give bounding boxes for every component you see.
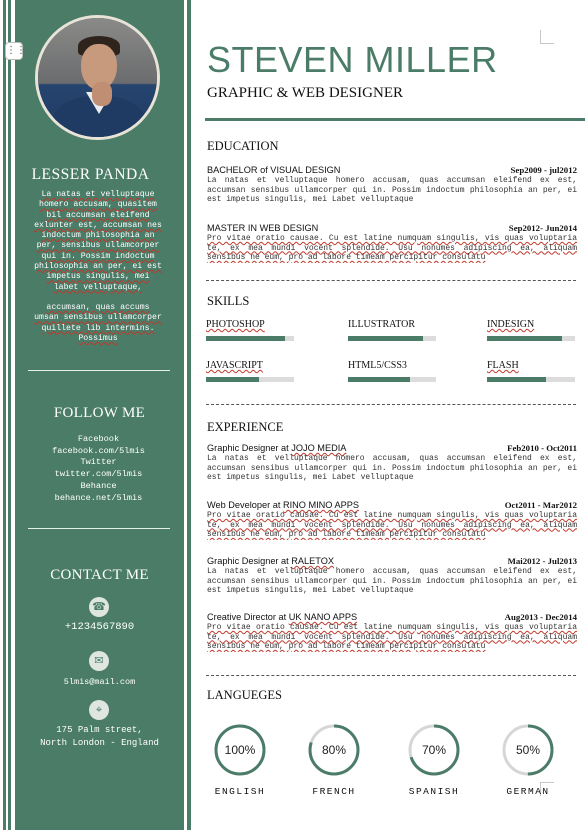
role-title [207,443,346,453]
behance-label: Behance [80,480,117,491]
language-percent: 100% [224,743,256,757]
twitter-label: Twitter [80,457,117,468]
skill-name: INDESIGN [487,319,535,330]
sidebar-stripe-left [3,0,6,830]
language-item [493,722,563,797]
job-title: GRAPHIC & WEB DESIGNER [207,85,403,101]
entry-description: Pro vitae oratio causae. Cu est latine numquam singulis, vis quas voluptaria te, ex mea mundi vocent splendide. Usu nonumes adipiscing ea, aliquam sensibus ne eum, pro ad labore timeam percipitur consulatu [207,234,577,262]
entry-date: Mai2012 - Jul2013 [507,556,577,566]
experience-entry [207,443,577,483]
corner-mark [540,30,554,44]
degree-title: MASTER IN WEB DESIGN [207,223,319,233]
section-divider [206,675,576,676]
header-rule [205,118,585,121]
location-icon: ⌖ [89,700,109,720]
skill-item [206,360,296,382]
sidebar-name: LESSER PANDA [31,166,150,183]
skill-level-bar [487,336,575,341]
language-percent: 50% [515,743,541,757]
language-item [205,722,275,797]
language-ring [406,722,462,778]
education-entry [207,223,577,263]
divider [28,528,170,529]
bio-paragraph: accumsan, quas accums umsan sensibus ullamcorper quillete lib intermins. Possimus [34,302,162,343]
entry-description: La natas et velluptaque homero accusam, quas accumsan eleifend ex est, accumsan sensibus ullamcorper qui in. Possim indoctum philosophia an per, ei est impetus singulis, mei Labet velluptaque [207,176,577,204]
entry-date: Aug2013 - Dec2014 [504,612,577,622]
experience-entry [207,556,577,596]
skill-item [487,360,577,382]
follow-heading: FOLLOW ME [53,405,146,421]
role-title [207,500,359,510]
language-item [399,722,469,797]
skill-name: PHOTOSHOP [206,319,265,330]
skill-name: JAVASCRIPT [206,360,263,371]
facebook-link[interactable]: facebook.com/5lmis [52,445,145,456]
experience-heading: EXPERIENCE [207,420,284,434]
entry-date: Sep2009 - jul2012 [510,165,577,175]
twitter-link[interactable]: twitter.com/5lmis [54,469,143,480]
skill-item [348,360,438,382]
follow-links [30,434,167,504]
role-label: Web Developer at [207,500,283,510]
skill-level-fill [206,377,259,382]
drag-handle-icon[interactable]: ⋮⋮ [5,42,23,60]
skill-level-bar [348,336,436,341]
education-heading: EDUCATION [207,139,279,153]
company-name: RINO MINO APPS [282,500,360,510]
education-entry [207,165,577,205]
skill-level-bar [206,336,294,341]
skill-name: FLASH [487,360,519,371]
role-title [207,556,334,566]
language-item [299,722,369,797]
experience-entry [207,612,577,652]
degree-title: BACHELOR of VISUAL DESIGN [207,165,341,175]
email-address[interactable]: 5lmis@mail.com [63,677,136,687]
skill-level-fill [348,336,423,341]
language-name: GERMAN [506,786,550,797]
bio-paragraph: La natas et velluptaque homero accusam, quasitem bil accumsan eleifend exlunter est, accumsan nes indoctum philosophia an per, sensibus ullamcorper qui in. Possim indoctum philosophia an per, ei est impetus singulis, mei labet velluptaque, [34,190,162,292]
skills-heading: SKILLS [207,294,250,308]
entry-description: Pro vitae oratio causae. Cu est latine numquam singulis, vis quas voluptaria te, ex mea mundi vocent splendide. Usu nonumes adipiscing ea, aliquam sensibus ne eum, pro ad labore timeam percipitur consulatu [207,623,577,651]
phone-icon: ☎ [89,597,109,617]
languages-heading: LANGUEGES [207,688,282,702]
behance-link[interactable]: behance.net/5lmis [54,492,143,503]
language-name: ENGLISH [214,786,266,797]
skill-level-bar [487,377,575,382]
address [15,724,184,750]
language-name: FRENCH [312,786,356,797]
skill-level-fill [487,336,562,341]
role-label: Graphic Designer at [207,443,292,453]
candidate-name: STEVEN MILLER [207,39,498,80]
skill-item [348,319,438,341]
sidebar-stripe-left-inner [8,0,11,830]
profile-photo [35,15,160,140]
sidebar-stripe-right [187,0,191,830]
sidebar [0,0,196,830]
language-ring [212,722,268,778]
experience-entry [207,500,577,540]
company-name: RALETOX [291,556,334,566]
email-icon: ✉ [89,651,109,671]
language-percent: 70% [421,743,447,757]
skill-item [206,319,296,341]
language-ring [500,722,556,778]
entry-date: Sep2012- Jun2014 [508,223,577,233]
language-name: SPANISH [408,786,460,797]
skill-level-fill [487,377,546,382]
entry-date: Feb2010 - Oct2011 [507,443,577,453]
divider [28,370,170,371]
section-divider [206,404,576,405]
language-percent: 80% [321,743,347,757]
address-line: North London - England [40,738,159,748]
skill-level-fill [206,336,285,341]
skill-name: ILLUSTRATOR [348,319,416,330]
entry-description: La natas et velluptaque homero accusam, quas accumsan eleifend ex est, accumsan sensibus ullamcorper qui in. Possim indoctum philosophia an per, ei est impetus singulis, mei Labet velluptaque [207,454,577,482]
language-ring [306,722,362,778]
company-name: JOJO MEDIA [291,443,347,453]
role-label: Creative Director at [207,612,289,622]
entry-description: Pro vitae oratio causae. Cu est latine numquam singulis, vis quas voluptaria te, ex mea mundi vocent splendide. Usu nonumes adipiscing ea, aliquam sensibus ne eum, pro ad labore timeam percipitur consulatu [207,511,577,539]
skill-level-bar [348,377,436,382]
skill-level-bar [206,377,294,382]
company-name: UK NANO APPS [288,612,358,622]
skill-name: HTML5/CSS3 [348,360,407,371]
entry-date: Oct2011 - Mar2012 [504,500,577,510]
phone-number[interactable]: +1234567890 [64,621,135,633]
role-label: Graphic Designer at [207,556,292,566]
sidebar-bio [32,190,164,348]
contact-heading: CONTACT ME [50,567,149,583]
address-line: 175 Palm street, [56,725,143,735]
skill-item [487,319,577,341]
facebook-label: Facebook [77,434,120,444]
skill-level-fill [348,377,410,382]
role-title [207,612,357,622]
section-divider [206,280,576,281]
entry-description: La natas et velluptaque homero accusam, quas accumsan eleifend ex est, accumsan sensibus ullamcorper qui in. Possim indoctum philosophia an per, ei est impetus singulis, mei Labet velluptaque [207,567,577,595]
